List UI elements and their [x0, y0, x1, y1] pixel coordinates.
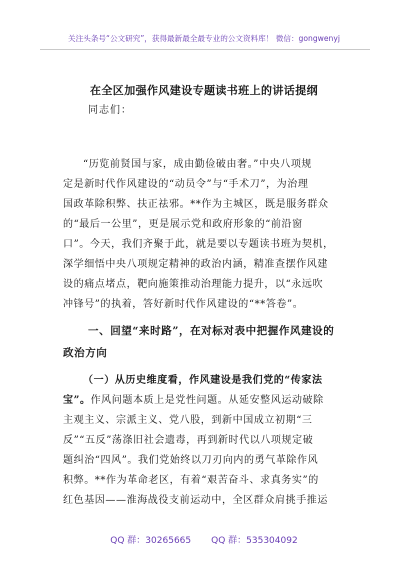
heading-line: 政治方向: [63, 347, 108, 359]
qq-group-2: QQ 群：535304092: [211, 536, 298, 546]
paragraph-line: 反”“五反”荡涤旧社会遗毒，再到新时代以八项规定破: [63, 435, 314, 446]
greeting: 同志们：: [88, 105, 132, 116]
paragraph-line: 设的痛点堵点，靶向施策推动治理能力提升，以“永远吹: [63, 279, 324, 290]
document-title: 在全区加强作风建设专题读书班上的讲话提纲: [90, 84, 318, 97]
paragraph-text: 作风问题本质上是党性问题。从延安整风运动破除: [90, 395, 324, 406]
paragraph-line: 积弊。**作为革命老区，有着“艰苦奋斗、求真务实”的: [63, 475, 319, 486]
paragraph-line: 主观主义、宗派主义、党八股，到新中国成立初期“三: [63, 415, 313, 426]
subheading-tail: 宝”。: [63, 395, 91, 406]
paragraph-line: 冲锋号”的执着，答好新时代作风建设的“**答卷”。: [63, 299, 304, 310]
heading-line: 一、回望“来时路”，在对标对表中把握作风建设的: [88, 325, 335, 337]
paragraph-line: 题纠治“四风”。我们党始终以刀刃向内的勇气革除作风: [63, 455, 319, 466]
paragraph-line: “历览前贤国与家，成由勤俭破由奢。”中央八项规: [83, 159, 313, 170]
subheading-line: （一）从历史维度看，作风建设是我们党的“传家法: [83, 375, 323, 386]
qq-group-footer: [0, 533, 408, 546]
paragraph-line: 定是新时代作风建设的“动员令”与“手术刀”，为治理: [63, 179, 309, 190]
subsection-paragraph-1: [63, 371, 347, 511]
paragraph-line: [63, 391, 347, 411]
paragraph-line: 红色基因——淮海战役支前运动中，全区群众肩挑手推运: [63, 495, 328, 506]
promo-banner: 关注头条号“公文研究”，获得最新最全最专业的公文资料库！ 微信：gongwenyj: [68, 34, 340, 43]
paragraph-line: 的“最后一公里”，更是展示党和政府形象的“前沿窗: [63, 219, 303, 230]
paragraph-line: 深学细悟中央八项规定精神的政治内涵，精准查摆作风建: [63, 259, 328, 270]
header-divider: [40, 49, 370, 50]
intro-paragraph: [63, 155, 347, 315]
qq-group-1: QQ 群：30265665: [110, 536, 192, 546]
section-heading-1: [63, 320, 348, 364]
paragraph-line: 国政革除积弊、扶正祛邪。**作为主城区，既是服务群众: [63, 199, 329, 210]
paragraph-line: 口”。今天，我们齐聚于此，就是要以专题读书班为契机，: [63, 239, 334, 250]
